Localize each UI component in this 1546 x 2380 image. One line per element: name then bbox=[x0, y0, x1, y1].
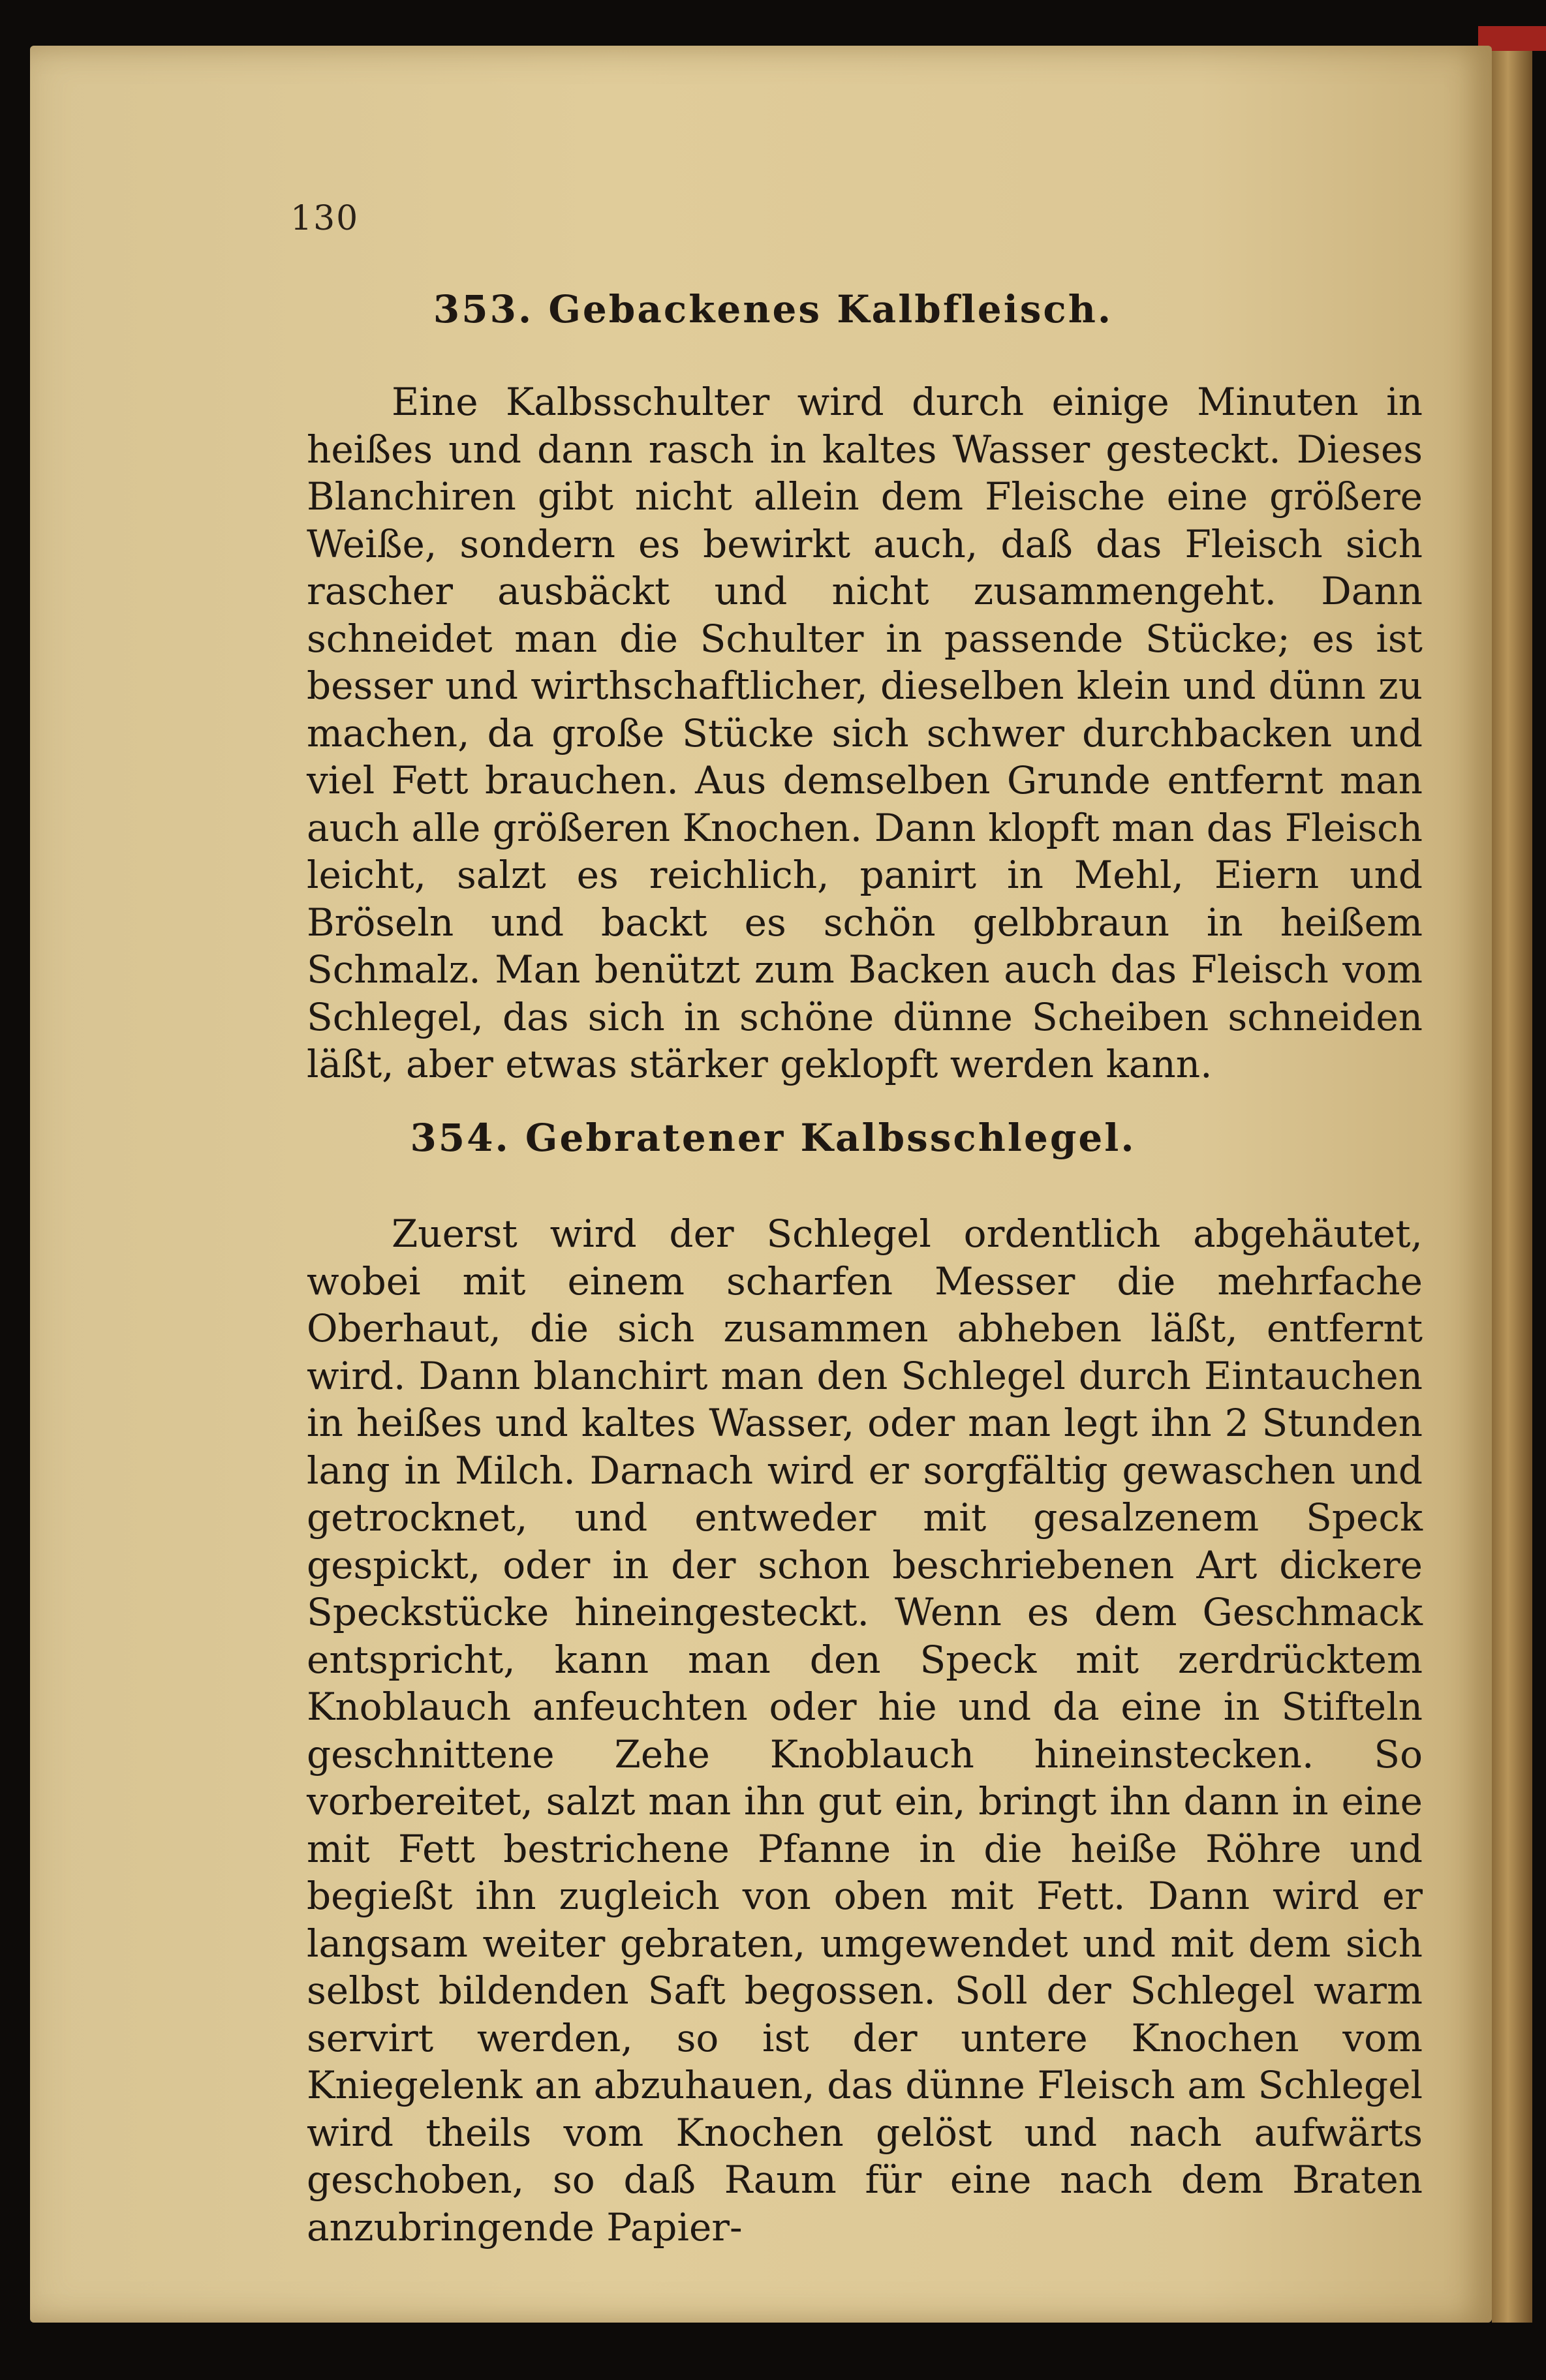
recipe-354-text: Zuerst wird der Schlegel ordentlich abgehäutet, wobei mit einem scharfen Messer die mehrfache Oberhaut, die sich zusammen abheben läßt, entfernt wird. Dann blanchirt man den Schlegel durch Eintauchen in heißes und kaltes Wasser, oder man legt ihn 2 Stunden lang in Milch. Darnach wird er sorgfältig gewaschen und getrocknet, und entweder mit gesalzenem Speck gespickt, oder in der schon beschriebenen Art dickere Speckstücke hineingesteckt. Wenn es dem Geschmack entspricht, kann man den Speck mit zerdrücktem Knoblauch anfeuchten oder hie und da eine in Stifteln geschnittene Zehe Knoblauch hineinstecken. So vorbereitet, salzt man ihn gut ein, bringt ihn dann in eine mit Fett bestrichene Pfanne in die heiße Röhre und begießt ihn zugleich von oben mit Fett. Dann wird er langsam weiter gebraten, umgewendet und mit dem sich selbst bildenden Saft begossen. Soll der Schlegel warm servirt werden, so ist der untere Knochen vom Kniegelenk an abzuhauen, das dünne Fleisch am Schlegel wird theils vom Knochen gelöst und nach aufwärts geschoben, so daß Raum für eine nach dem Braten anzubringende Papier- bbox=[307, 1212, 1423, 2250]
recipe-353-heading: 353. Gebackenes Kalbfleisch. bbox=[433, 287, 1113, 331]
recipe-353-text: Eine Kalbsschulter wird durch einige Minuten in heißes und dann rasch in kaltes Wasser gesteckt. Dieses Blanchiren gibt nicht allein dem Fleische eine größere Weiße, sondern es bewirkt auch, daß das Fleisch sich rascher ausbäckt und nicht zusammengeht. Dann schneidet man die Schulter in passende Stücke; es ist besser und wirthschaftlicher, dieselben klein und dünn zu machen, da große Stücke sich schwer durchbacken und viel Fett brauchen. Aus demselben Grunde entfernt man auch alle größeren Knochen. Dann klopft man das Fleisch leicht, salzt es reichlich, panirt in Mehl, Eiern und Bröseln und backt es schön gelbbraun in heißem Schmalz. Man benützt zum Backen auch das Fleisch vom Schlegel, das sich in schöne dünne Scheiben schneiden läßt, aber etwas stärker geklopft werden kann. bbox=[307, 380, 1423, 1086]
page-number: 130 bbox=[290, 199, 360, 238]
recipe-354-heading: 354. Gebratener Kalbsschlegel. bbox=[410, 1116, 1136, 1160]
page-edge bbox=[1492, 39, 1532, 2323]
